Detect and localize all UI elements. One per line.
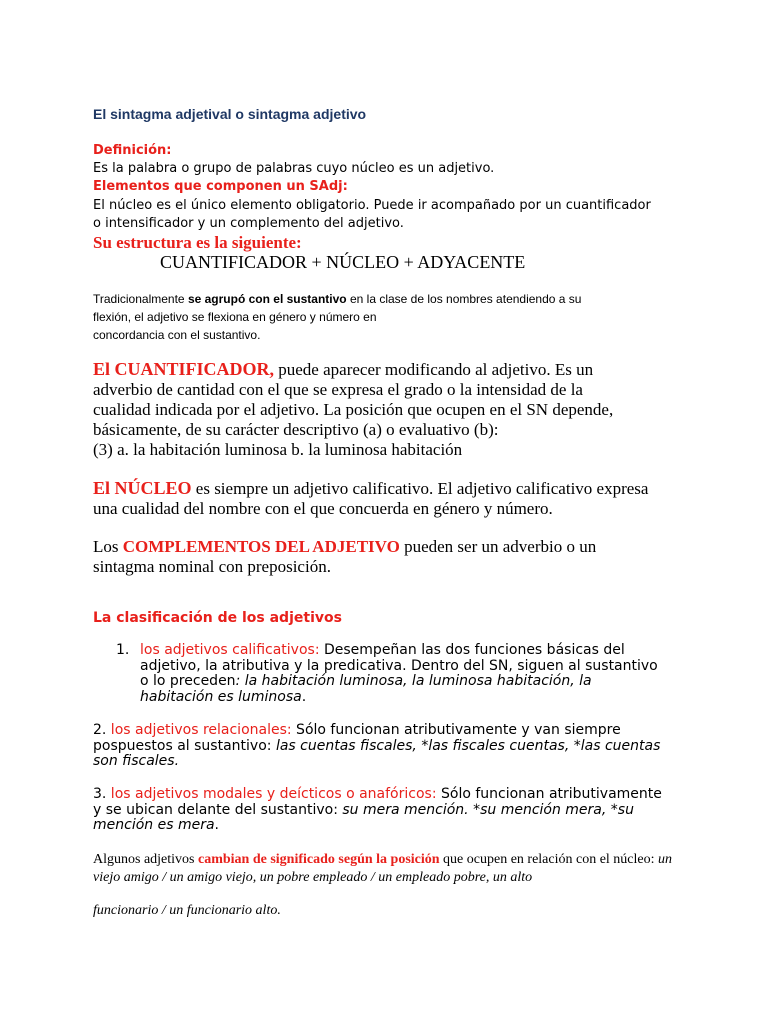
funcionario-line: funcionario / un funcionario alto. <box>93 903 281 918</box>
tradicionalmente-text: Tradicionalmente <box>93 292 188 306</box>
list-item-text: Sólo funcionan atributivamente y se ubican delante del sustantivo: <box>93 786 662 818</box>
algunos-example: un viejo amigo / un amigo viejo, un pobre empleado / un empleado pobre, un alto <box>93 852 673 885</box>
nucleo-label: El NÚCLEO <box>93 478 192 498</box>
complementos-label: COMPLEMENTOS DEL ADJETIVO <box>122 537 400 556</box>
cuantificador-paragraph <box>93 359 633 460</box>
estructura-heading: Su estructura es la siguiente: <box>93 233 302 252</box>
clasificacion-heading: La clasificación de los adjetivos <box>93 610 342 626</box>
list-item-body <box>140 643 660 705</box>
document-title: El sintagma adjetival o sintagma adjetivo <box>93 106 367 122</box>
list-item-label: los adjetivos modales y deícticos o anafóricos: <box>106 786 437 802</box>
list-item-end: . <box>214 817 219 833</box>
tradicionalmente-text-2: en la clase de los nombres atendiendo a su <box>346 292 582 306</box>
list-item-text: Desempeñan las dos funciones básicas del adjetivo, la atributiva y la predicativa. Dentro del SN, siguen al sustantivo o lo preceden <box>140 642 658 689</box>
nucleo-paragraph <box>93 478 653 519</box>
list-item-label: los adjetivos relacionales: <box>106 722 292 738</box>
list-item-example: las cuentas fiscales, *las fiscales cuentas, *las cuentas son fiscales. <box>93 737 661 769</box>
tradicionalmente-paragraph <box>93 290 673 344</box>
elementos-line-2: o intensificador y un complemento del adjetivo. <box>93 216 404 231</box>
elementos-heading: Elementos que componen un SAdj: <box>93 179 348 194</box>
list-item-end: . <box>301 688 307 705</box>
elementos-line-1: El núcleo es el único elemento obligatorio. Puede ir acompañado por un cuantificador <box>93 198 651 213</box>
list-number: 2. <box>93 722 107 738</box>
list-item <box>93 787 673 834</box>
algunos-paragraph <box>93 851 693 887</box>
cuantificador-label: El CUANTIFICADOR, <box>93 359 275 379</box>
definicion-heading: Definición: <box>93 143 172 158</box>
definicion-text: Es la palabra o grupo de palabras cuyo núcleo es un adjetivo. <box>93 161 495 176</box>
list-item <box>93 723 673 770</box>
list-item-text: Sólo funcionan atributivamente y van siempre pospuestos al sustantivo: <box>93 722 621 754</box>
algunos-text: que ocupen en relación con el núcleo: <box>439 852 659 867</box>
estructura-formula: CUANTIFICADOR + NÚCLEO + ADYACENTE <box>160 252 526 272</box>
cuantificador-example: (3) a. la habitación luminosa b. la luminosa habitación <box>93 440 463 459</box>
tradicionalmente-line-3: concordancia con el sustantivo. <box>93 328 261 342</box>
complementos-paragraph <box>93 537 653 577</box>
tradicionalmente-line-1 <box>93 290 673 308</box>
algunos-pre: Algunos adjetivos <box>93 852 198 867</box>
list-item-label: los adjetivos calificativos: <box>140 642 320 658</box>
complementos-text: pueden ser un adverbio o un sintagma nominal con preposición. <box>93 537 597 576</box>
cuantificador-text: puede aparecer modificando al adjetivo. Es un adverbio de cantidad con el que se expresa el grado o la intensidad de la cualidad indicada por el adjetivo. La posición que ocupen en el SN depende, básicamente, de su carácter descriptivo (a) o evaluativo (b): <box>93 360 614 439</box>
tradicionalmente-bold: se agrupó con el sustantivo <box>187 292 347 306</box>
nucleo-text: es siempre un adjetivo calificativo. El adjetivo calificativo expresa una cualidad del nombre con el que concuerda en género y número. <box>93 479 649 518</box>
list-item-example: : la habitación luminosa, la luminosa habitación, la habitación es luminosa <box>140 673 592 705</box>
tradicionalmente-line-2: flexión, el adjetivo se flexiona en género y número en <box>93 310 377 324</box>
list-number: 1. <box>116 642 130 658</box>
elementos-text <box>93 197 693 233</box>
list-number: 3. <box>93 786 107 802</box>
list-item-example: su mera mención. *su mención mera, *su mención es mera <box>93 801 634 833</box>
complementos-pre: Los <box>93 537 123 556</box>
algunos-bold: cambian de significado según la posición <box>198 852 440 867</box>
